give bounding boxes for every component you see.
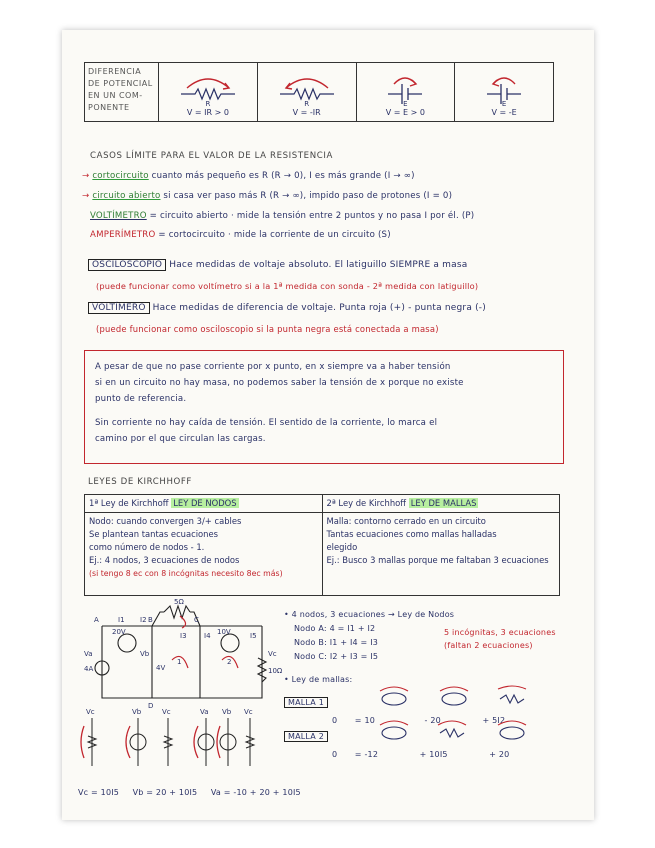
- mesh-symbols: [362, 685, 552, 747]
- malla-1-eq: 0 = 10 - 20 + 5I2: [332, 716, 506, 725]
- circuit-label: 1: [177, 658, 182, 666]
- circuit-label: 20V: [112, 628, 126, 636]
- voltimero-note: (puede funcionar como osciloscopio si la punta negra está conectada a masa): [96, 324, 439, 334]
- voltimetro-line: VOLTÍMETRO = circuito abierto · mide la tensión entre 2 puntos y no pasa I por él. (P): [90, 211, 475, 221]
- malla-1: MALLA 1: [284, 698, 328, 707]
- brace-note: 5 incógnitas, 3 ecuaciones (faltan 2 ecuaciones): [444, 628, 556, 650]
- circuit-label: Va: [84, 650, 93, 658]
- potential-table: [84, 62, 554, 122]
- kirchhoff-table: [84, 494, 560, 596]
- circuit-label: I4: [204, 632, 211, 640]
- open-arrow-icon: →: [82, 191, 90, 201]
- circuit-label: D: [148, 702, 154, 710]
- node-equations: • 4 nodos, 3 ecuaciones → Ley de Nodos Nodo A: 4 = I1 + I2 Nodo B: I1 + I4 = I3 Nodo C: I2 + I3 = I5: [284, 610, 455, 661]
- circuit-label: I2: [140, 616, 147, 624]
- circuit-label: 2: [227, 658, 232, 666]
- kirchhoff-circuit: [82, 598, 282, 710]
- circuit-label: I1: [118, 616, 125, 624]
- circuit-label: 10Ω: [268, 667, 282, 675]
- short-circuit-line: → cortocircuito cuanto más pequeño es R (R → 0), I es más grande (I → ∞): [82, 171, 415, 181]
- bottom-results: Vc = 10I5 Vb = 20 + 10I5 Va = -10 + 20 + 10I5: [78, 788, 301, 797]
- potential-cell-resistor-positive: R V = IR > 0: [159, 63, 258, 122]
- note-paragraph-1: A pesar de que no pase corriente por x punto, en x siempre va a haber tensión si en un circuito no hay masa, no podemos saber la tensión de x porque no existe punto de referencia.: [95, 362, 464, 404]
- bottom-node-label: Vc: [162, 708, 171, 716]
- amperimetro-line: AMPERÍMETRO = cortocircuito · mide la corriente de un circuito (S): [90, 230, 391, 240]
- circuit-label: 4V: [156, 664, 166, 672]
- circuit-label: C: [194, 616, 199, 624]
- potential-diagrams: [78, 706, 268, 780]
- circuit-label: I3: [180, 632, 187, 640]
- circuit-label: 5Ω: [174, 598, 184, 606]
- circuit-label: B: [148, 616, 153, 624]
- kirchhoff-heading: LEYES DE KIRCHHOFF: [88, 477, 192, 487]
- mallas-heading: • Ley de mallas:: [284, 675, 353, 684]
- limits-heading: CASOS LÍMITE PARA EL VALOR DE LA RESISTENCIA: [90, 151, 333, 161]
- notebook-page: [62, 30, 594, 820]
- bottom-node-label: Va: [200, 708, 209, 716]
- nodes-description: Nodo: cuando convergen 3/+ cables Se plantean tantas ecuaciones como número de nodos - 1. Ej.: 4 nodos, 3 ecuaciones de nodos (si tengo 8 ec con 8 incógnitas necesito 8ec más): [85, 513, 323, 596]
- malla-2: MALLA 2: [284, 732, 328, 741]
- potential-cell-source-positive: E V = E > 0: [356, 63, 455, 122]
- osciloscopio-line: OSCILOSCOPIO Hace medidas de voltaje absoluto. El latiguillo SIEMPRE a masa: [88, 260, 467, 270]
- bottom-node-label: Vc: [86, 708, 95, 716]
- malla-2-eq: 0 = -12 + 10I5 + 20: [332, 750, 510, 759]
- meshes-title: 2ª Ley de Kirchhoff LEY DE MALLAS: [322, 495, 560, 513]
- nodes-title: 1ª Ley de Kirchhoff LEY DE NODOS: [85, 495, 323, 513]
- potential-table-label: DIFERENCIA DE POTENCIAL EN UN COM- PONENTE: [85, 63, 159, 122]
- note-paragraph-2: Sin corriente no hay caída de tensión. El sentido de la corriente, lo marca el camino por el que circulan las cargas.: [95, 418, 438, 444]
- circuit-label: 4A: [84, 665, 94, 673]
- potential-cell-resistor-negative: R V = -IR: [257, 63, 356, 122]
- bottom-node-label: Vb: [222, 708, 232, 716]
- meshes-description: Malla: contorno cerrado en un circuito Tantas ecuaciones como mallas halladas elegido Ej.: Busco 3 mallas porque me faltaban 3 ecuaciones: [322, 513, 560, 596]
- short-arrow-icon: →: [82, 171, 90, 181]
- voltimero-line: VOLTÍMERO Hace medidas de diferencia de voltaje. Punta roja (+) - punta negra (-): [88, 303, 486, 313]
- circuit-label: Vb: [140, 650, 150, 658]
- circuit-label: A: [94, 616, 99, 624]
- bottom-node-label: Vb: [132, 708, 142, 716]
- circuit-label: 10V: [217, 628, 231, 636]
- osciloscopio-note: (puede funcionar como voltímetro si a la 1ª medida con sonda - 2ª medida con latiguillo): [96, 281, 479, 291]
- note-box: [84, 350, 564, 464]
- circuit-label: I5: [250, 632, 257, 640]
- open-circuit-line: → circuito abierto si casa ver paso más R (R → ∞), impido paso de protones (I = 0): [82, 191, 453, 201]
- potential-cell-source-negative: E V = -E: [455, 63, 554, 122]
- bottom-node-label: Vc: [244, 708, 253, 716]
- circuit-label: Vc: [268, 650, 277, 658]
